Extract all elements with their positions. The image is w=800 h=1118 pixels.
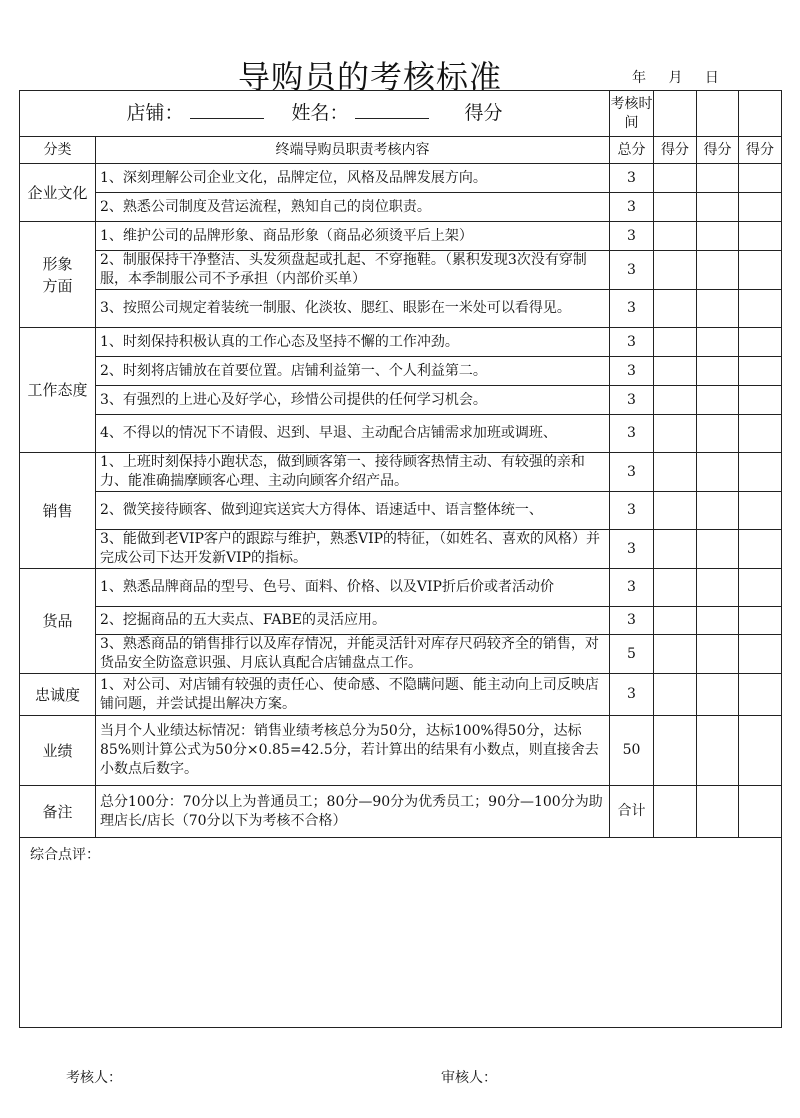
score-cell-3[interactable]	[739, 222, 782, 251]
item-text: 3、熟悉商品的销售排行以及库存情况，并能灵活针对库存尺码较齐全的销售，对货品安全防盗意识强、月底认真配合店铺盘点工作。	[96, 635, 610, 674]
item-text: 1、维护公司的品牌形象、商品形象（商品必须烫平后上架）	[96, 222, 610, 251]
score-cell-2[interactable]	[697, 492, 739, 530]
score-cell-1[interactable]	[654, 193, 697, 222]
item-points: 3	[610, 607, 654, 635]
content-header: 终端导购员职责考核内容	[96, 137, 610, 164]
score-cell-2[interactable]	[697, 164, 739, 193]
item-text: 2、制服保持干净整洁、头发须盘起或扎起、不穿拖鞋。（累积发现3次没有穿制服，本季制服公司不予承担（内部价买单）	[96, 251, 610, 290]
score-cell-2[interactable]	[697, 386, 739, 415]
remark-text: 总分100分：70分以上为普通员工；80分—90分为优秀员工；90分—100分为助理店长/店长（70分以下为考核不合格）	[96, 786, 610, 838]
table-row	[20, 674, 782, 716]
total-score-cell-3[interactable]	[739, 786, 782, 838]
exam-time-2[interactable]	[697, 91, 739, 137]
score-cell-1[interactable]	[654, 328, 697, 357]
item-points: 50	[610, 716, 654, 786]
score-cell-2[interactable]	[697, 357, 739, 386]
score-cell-3[interactable]	[739, 607, 782, 635]
score-cell-1[interactable]	[654, 453, 697, 492]
item-points: 3	[610, 290, 654, 328]
score-cell-2[interactable]	[697, 328, 739, 357]
score-cell-1[interactable]	[654, 492, 697, 530]
score-header-2: 得分	[697, 137, 739, 164]
category-goods: 货品	[20, 569, 96, 674]
score-cell-1[interactable]	[654, 357, 697, 386]
score-cell-2[interactable]	[697, 607, 739, 635]
total-score-cell-1[interactable]	[654, 786, 697, 838]
table-row	[20, 569, 782, 607]
item-text: 1、深刻理解公司企业文化，品牌定位，风格及品牌发展方向。	[96, 164, 610, 193]
table-row	[20, 492, 782, 530]
score-cell-3[interactable]	[739, 290, 782, 328]
assessment-table	[19, 90, 782, 1028]
name-blank[interactable]	[355, 117, 429, 119]
score-cell-2[interactable]	[697, 251, 739, 290]
store-label: 店铺：	[126, 102, 184, 124]
item-points: 3	[610, 164, 654, 193]
page-title: 导购员的考核标准	[237, 58, 502, 96]
total-score-cell-2[interactable]	[697, 786, 739, 838]
item-points: 3	[610, 415, 654, 453]
score-cell-2[interactable]	[697, 453, 739, 492]
score-header-3: 得分	[739, 137, 782, 164]
score-cell-2[interactable]	[697, 530, 739, 569]
table-row	[20, 193, 782, 222]
item-points: 3	[610, 386, 654, 415]
score-cell-2[interactable]	[697, 635, 739, 674]
score-label: 得分	[464, 102, 503, 124]
item-text: 1、对公司、对店铺有较强的责任心、使命感、不隐瞒问题、能主动向上司反映店铺问题，并尝试提出解决方案。	[96, 674, 610, 716]
table-row	[20, 164, 782, 193]
category-work-attitude: 工作态度	[20, 328, 96, 453]
item-text: 2、熟悉公司制度及营运流程，熟知自己的岗位职责。	[96, 193, 610, 222]
table-row	[20, 386, 782, 415]
score-cell-1[interactable]	[654, 607, 697, 635]
item-points: 3	[610, 251, 654, 290]
score-cell-3[interactable]	[739, 328, 782, 357]
item-points: 5	[610, 635, 654, 674]
store-info-cell	[20, 91, 610, 137]
date-line	[632, 67, 737, 87]
item-points: 3	[610, 492, 654, 530]
date-day: 日	[704, 70, 719, 86]
item-points: 3	[610, 222, 654, 251]
exam-time-3[interactable]	[739, 91, 782, 137]
table-row	[20, 415, 782, 453]
score-cell-1[interactable]	[654, 222, 697, 251]
item-text: 2、挖掘商品的五大卖点、FABE的灵活应用。	[96, 607, 610, 635]
total-label: 合计	[610, 786, 654, 838]
reviewer-label: 审核人：	[441, 1070, 497, 1086]
assessor-label: 考核人：	[66, 1070, 122, 1086]
score-cell-2[interactable]	[697, 222, 739, 251]
table-row	[20, 251, 782, 290]
score-cell-2[interactable]	[697, 674, 739, 716]
item-text: 当月个人业绩达标情况：销售业绩考核总分为50分，达标100%得50分，达标85%则计算公式为50分×0.85=42.5分，若计算出的结果有小数点，则直接舍去小数点后数字。	[96, 716, 610, 786]
item-text: 3、按照公司规定着装统一制服、化淡妆、腮红、眼影在一米处可以看得见。	[96, 290, 610, 328]
item-text: 1、熟悉品牌商品的型号、色号、面料、价格、以及VIP折后价或者活动价	[96, 569, 610, 607]
table-row	[20, 530, 782, 569]
score-cell-3[interactable]	[739, 530, 782, 569]
score-cell-3[interactable]	[739, 635, 782, 674]
score-cell-2[interactable]	[697, 716, 739, 786]
date-year: 年	[632, 70, 646, 86]
category-sales: 销售	[20, 453, 96, 569]
date-month: 月	[668, 70, 683, 86]
item-points: 3	[610, 530, 654, 569]
item-points: 3	[610, 674, 654, 716]
table-row	[20, 222, 782, 251]
score-cell-3[interactable]	[739, 193, 782, 222]
score-cell-3[interactable]	[739, 164, 782, 193]
item-text: 3、有强烈的上进心及好学心，珍惜公司提供的任何学习机会。	[96, 386, 610, 415]
remark-category: 备注	[20, 786, 96, 838]
exam-time-header: 考核时间	[610, 91, 654, 137]
score-cell-1[interactable]	[654, 386, 697, 415]
store-blank[interactable]	[190, 117, 264, 119]
score-cell-1[interactable]	[654, 164, 697, 193]
item-points: 3	[610, 357, 654, 386]
score-cell-3[interactable]	[739, 492, 782, 530]
category-performance: 业绩	[20, 716, 96, 786]
score-cell-3[interactable]	[739, 386, 782, 415]
table-row	[20, 357, 782, 386]
score-cell-3[interactable]	[739, 453, 782, 492]
score-cell-2[interactable]	[697, 569, 739, 607]
table-row	[20, 453, 782, 492]
overall-comment-label: 综合点评：	[30, 847, 100, 863]
category-image: 形象方面	[20, 222, 96, 328]
item-text: 1、时刻保持积极认真的工作心态及坚持不懈的工作冲劲。	[96, 328, 610, 357]
item-points: 3	[610, 193, 654, 222]
table-row	[20, 328, 782, 357]
score-cell-1[interactable]	[654, 635, 697, 674]
item-points: 3	[610, 453, 654, 492]
table-row	[20, 290, 782, 328]
remark-row	[20, 786, 782, 838]
item-text: 3、能做到老VIP客户的跟踪与维护，熟悉VIP的特征，（如姓名、喜欢的风格）并完成公司下达开发新VIP的指标。	[96, 530, 610, 569]
item-text: 2、时刻将店铺放在首要位置。店铺利益第一、个人利益第二。	[96, 357, 610, 386]
table-row	[20, 635, 782, 674]
score-cell-1[interactable]	[654, 530, 697, 569]
score-cell-2[interactable]	[697, 193, 739, 222]
overall-comment-box[interactable]	[20, 838, 782, 1028]
score-cell-1[interactable]	[654, 251, 697, 290]
score-cell-3[interactable]	[739, 415, 782, 453]
score-cell-2[interactable]	[697, 290, 739, 328]
score-cell-1[interactable]	[654, 290, 697, 328]
item-points: 3	[610, 569, 654, 607]
score-cell-1[interactable]	[654, 674, 697, 716]
score-cell-1[interactable]	[654, 415, 697, 453]
category-loyalty: 忠诚度	[20, 674, 96, 716]
total-header: 总分	[610, 137, 654, 164]
exam-time-1[interactable]	[654, 91, 697, 137]
table-row	[20, 607, 782, 635]
table-row	[20, 716, 782, 786]
item-text: 2、微笑接待顾客、做到迎宾送宾大方得体、语速适中、语言整体统一、	[96, 492, 610, 530]
name-label: 姓名：	[291, 102, 349, 124]
score-cell-3[interactable]	[739, 357, 782, 386]
item-points: 3	[610, 328, 654, 357]
score-cell-3[interactable]	[739, 716, 782, 786]
score-header-1: 得分	[654, 137, 697, 164]
item-text: 4、不得以的情况下不请假、迟到、早退、主动配合店铺需求加班或调班、	[96, 415, 610, 453]
score-cell-3[interactable]	[739, 674, 782, 716]
category-corporate-culture: 企业文化	[20, 164, 96, 222]
item-text: 1、上班时刻保持小跑状态，做到顾客第一、接待顾客热情主动、有较强的亲和力、能准确揣摩顾客心理、主动向顾客介绍产品。	[96, 453, 610, 492]
score-cell-3[interactable]	[739, 569, 782, 607]
score-cell-3[interactable]	[739, 251, 782, 290]
score-cell-1[interactable]	[654, 716, 697, 786]
category-header: 分类	[20, 137, 96, 164]
score-cell-1[interactable]	[654, 569, 697, 607]
score-cell-2[interactable]	[697, 415, 739, 453]
